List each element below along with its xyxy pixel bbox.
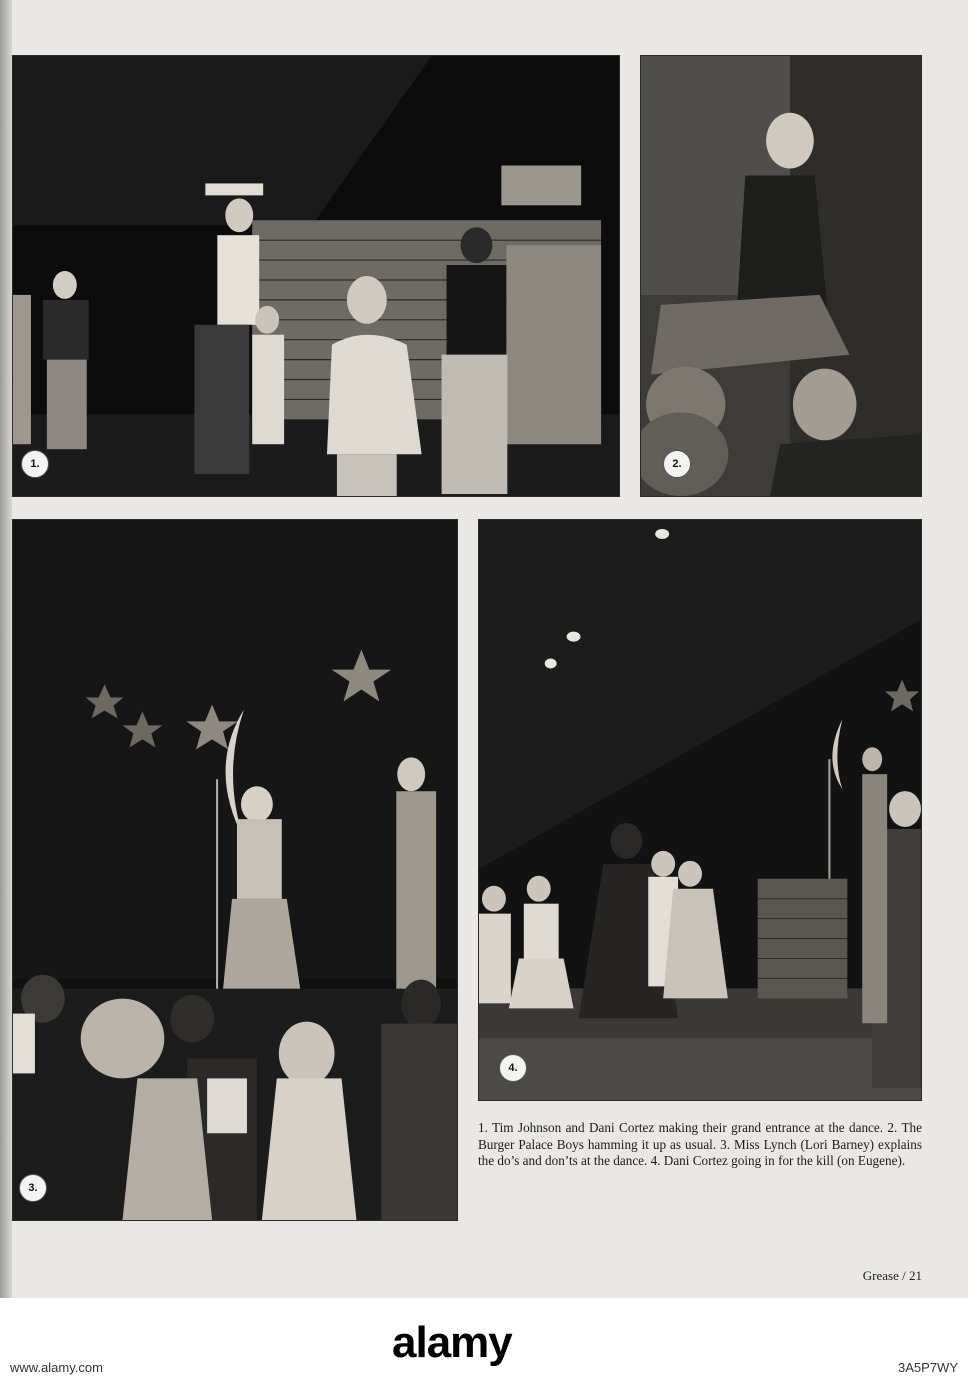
watermark-url: www.alamy.com [10, 1360, 103, 1375]
photo-3-image [13, 520, 457, 1220]
photo-number-badge: 3. [19, 1174, 47, 1202]
watermark-image-code: 3A5P7WY [898, 1360, 958, 1375]
page-gutter-shadow [0, 0, 12, 1298]
photo-2-image [641, 56, 921, 496]
photo-3-miss-lynch [12, 519, 458, 1221]
photo-number-badge: 2. [663, 450, 691, 478]
photo-2-burger-palace-boys [640, 55, 922, 497]
photo-number-badge: 4. [499, 1054, 527, 1082]
photo-caption: 1. Tim Johnson and Dani Cortez making their grand entrance at the dance. 2. The Burger Palace Boys hamming it up as usual. 3. Miss Lynch (Lori Barney) explains the do’s and don’ts at the dance. 4. Dani Cortez going in for the kill (on Eugene). [478, 1120, 922, 1168]
page-folio: Grease / 21 [862, 1268, 922, 1283]
photo-1-stage-entrance [12, 55, 620, 497]
photo-1-image [13, 56, 619, 496]
photo-number-badge: 1. [21, 450, 49, 478]
photo-4-image [479, 520, 921, 1100]
watermark-logo: alamy [392, 1318, 512, 1367]
photo-4-dance-floor [478, 519, 922, 1101]
